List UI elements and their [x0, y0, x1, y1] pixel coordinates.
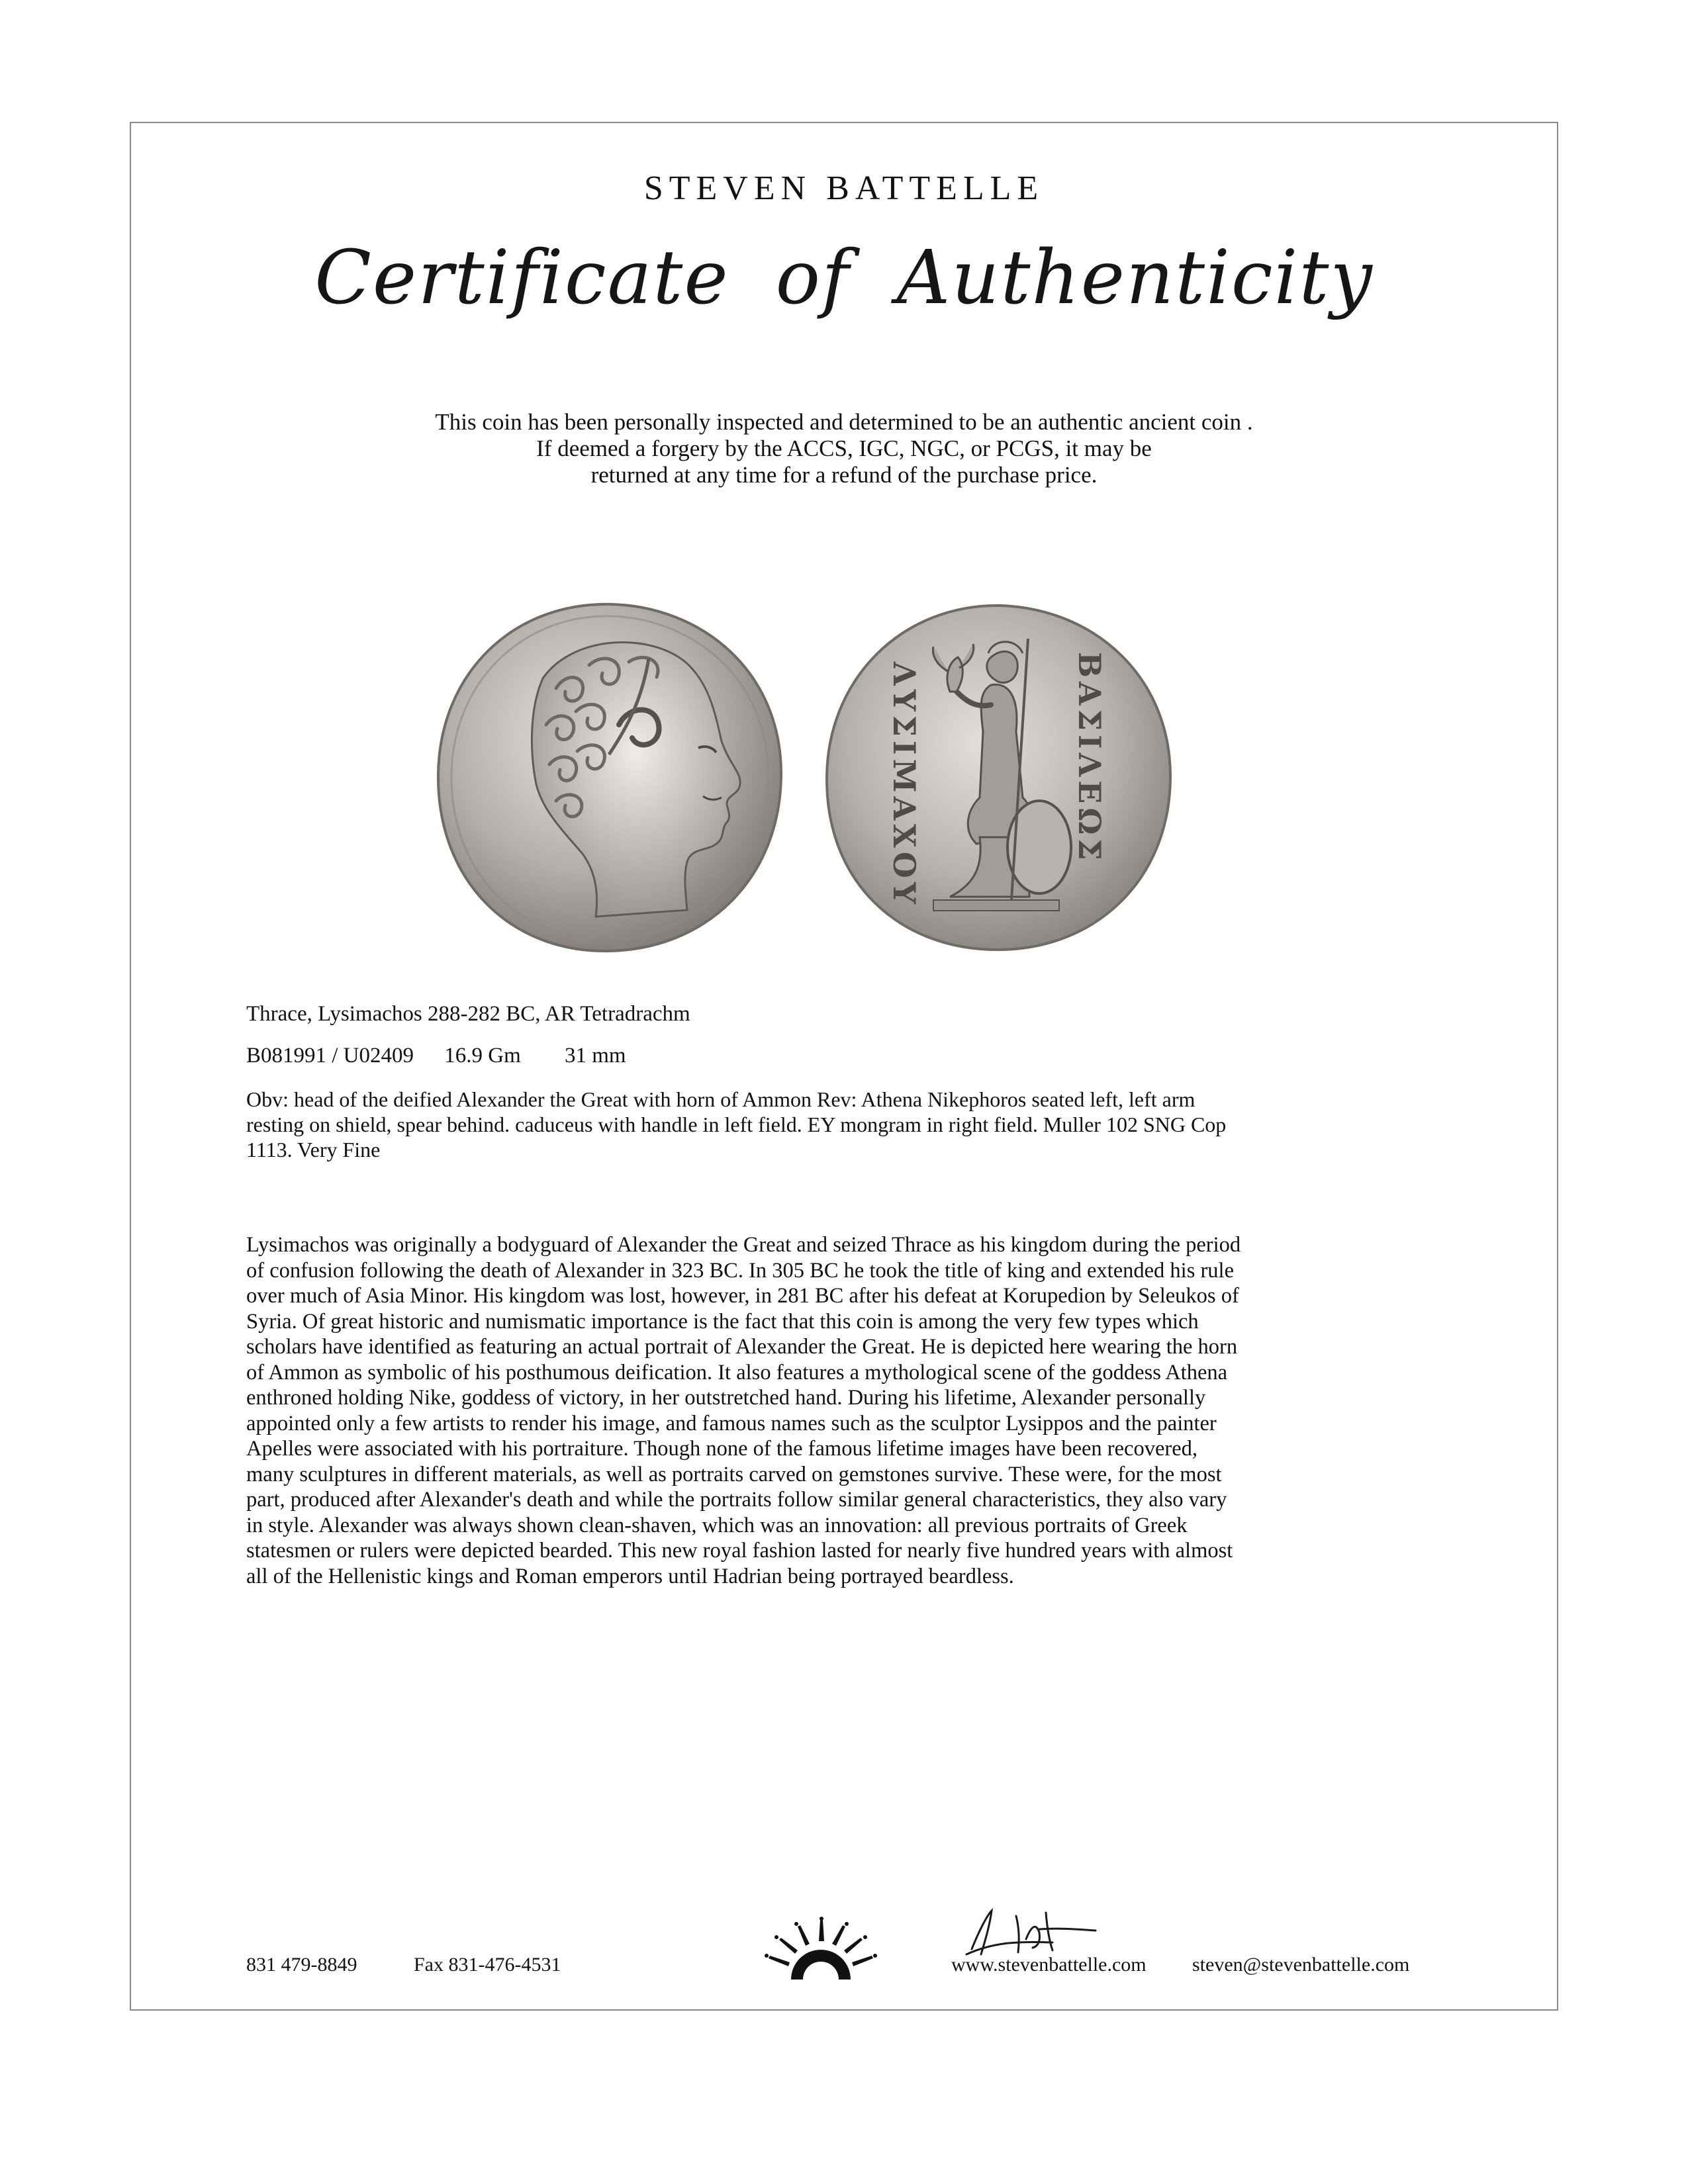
description-line: resting on shield, spear behind. caduceus with handle in left field. EY mongram in right field. Muller 102 SNG Cop — [246, 1113, 1227, 1136]
guarantee-line-2: If deemed a forgery by the ACCS, IGC, NGC, or PCGS, it may be — [536, 435, 1152, 461]
history-line: statesmen or rulers were depicted bearded. This new royal fashion lasted for nearly five hundred years with almost — [246, 1539, 1233, 1563]
history-line: over much of Asia Minor. His kingdom was lost, however, in 281 BC after his defeat at Korupedion by Seleukos of — [246, 1284, 1239, 1308]
title-word-certificate: Certificate — [314, 235, 729, 321]
history-line: Syria. Of great historic and numismatic importance is the fact that this coin is among the very few types which — [246, 1309, 1199, 1334]
history-line: enthroned holding Nike, goddess of victory, in her outstretched hand. During his lifetime, Alexander personally — [246, 1386, 1206, 1410]
sunburst-logo-icon — [765, 1916, 877, 1982]
inventory-id: B081991 / U02409 — [246, 1044, 414, 1068]
fax-number: Fax 831-476-4531 — [414, 1954, 561, 1976]
history-line: appointed only a few artists to render his image, and famous names such as the sculptor Lysippos and the painter — [246, 1411, 1217, 1435]
history-line: Lysimachos was originally a bodyguard of Alexander the Great and seized Thrace as his kingdom during the period — [246, 1233, 1241, 1257]
coin-description — [246, 1087, 1398, 1162]
history-line: many sculptures in different materials, as well as portraits carved on gemstones survive. These were, for the most — [246, 1462, 1222, 1486]
website-link[interactable]: www.stevenbattelle.com — [951, 1954, 1147, 1976]
history-line: part, produced after Alexander's death and while the portraits follow similar general characteristics, they also vary — [246, 1488, 1227, 1512]
reverse-legend-left: ΛΥΣΙΜΑΧΟΥ — [886, 662, 922, 908]
certificate-title — [0, 235, 1688, 321]
history-line: of confusion following the death of Alexander in 323 BC. In 305 BC he took the title of king and extended his rule — [246, 1258, 1235, 1283]
guarantee-line-1: This coin has been personally inspected and determined to be an authentic ancient coin . — [435, 409, 1253, 435]
description-line: 1113. Very Fine — [246, 1138, 381, 1161]
guarantee-statement — [0, 409, 1688, 488]
reverse-legend-right: ΒΑΣΙΛΕΩΣ — [1072, 652, 1107, 864]
guarantee-line-3: returned at any time for a refund of the purchase price. — [590, 462, 1098, 488]
title-word-authenticity: Authenticity — [896, 235, 1374, 321]
coin-name: Thrace, Lysimachos 288-282 BC, AR Tetradrachm — [246, 1002, 690, 1026]
coin-obverse-image — [430, 599, 788, 956]
title-word-of: of — [775, 235, 851, 321]
history-line: all of the Hellenistic kings and Roman emperors until Hadrian being portrayed beardless. — [246, 1564, 1014, 1588]
coin-reverse-image — [818, 599, 1178, 956]
email-link[interactable]: steven@stevenbattelle.com — [1192, 1954, 1410, 1976]
history-line: of Ammon as symbolic of his posthumous deification. It also features a mythological scene of the goddess Athena — [246, 1360, 1228, 1385]
phone-number: 831 479-8849 — [246, 1954, 357, 1976]
coin-weight: 16.9 Gm — [444, 1044, 521, 1068]
brand-name: STEVEN BATTELLE — [643, 169, 1045, 207]
historical-text — [246, 1232, 1411, 1589]
history-line: scholars have identified as featuring an actual portrait of Alexander the Great. He is depicted here wearing the horn — [246, 1335, 1238, 1359]
history-line: Apelles were associated with his portraiture. Though none of the famous lifetime images have been recovered, — [246, 1437, 1198, 1461]
history-line: in style. Alexander was always shown clean-shaven, which was an innovation: all previous portraits of Greek — [246, 1513, 1188, 1537]
coin-specs — [246, 1043, 626, 1068]
description-line: Obv: head of the deified Alexander the Great with horn of Ammon Rev: Athena Nikephoros seated left, left arm — [246, 1087, 1196, 1111]
coin-diameter: 31 mm — [565, 1044, 626, 1068]
